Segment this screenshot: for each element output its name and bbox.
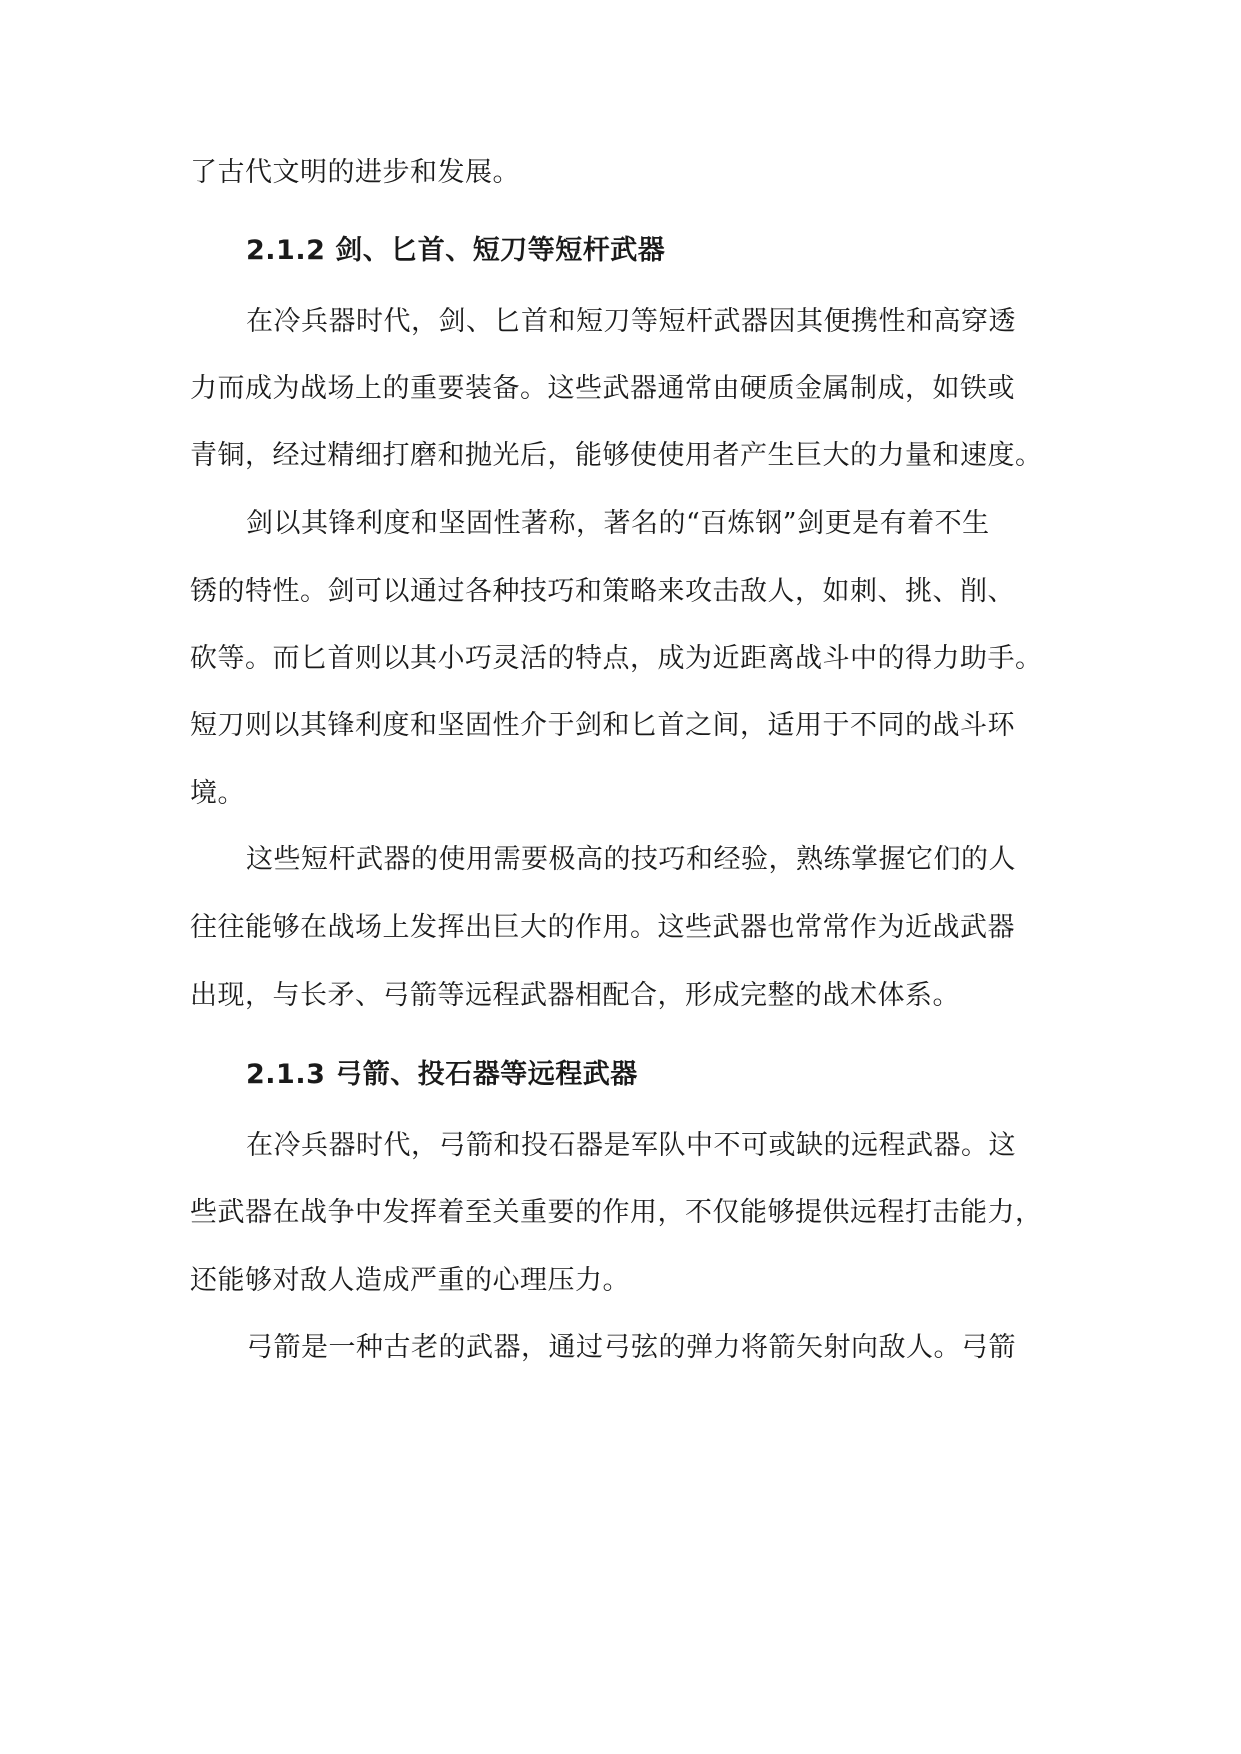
paragraph-line: 剑以其锋利度和坚固性著称，著名的“百炼钢”剑更是有着不生 [246, 508, 990, 539]
paragraph-line: 还能够对敌人造成严重的心理压力。 [190, 1265, 630, 1296]
paragraph-line: 在冷兵器时代，剑、匕首和短刀等短杆武器因其便携性和高穿透 [246, 306, 1016, 337]
paragraph-line: 些武器在战争中发挥着至关重要的作用，不仅能够提供远程打击能力， [190, 1197, 1043, 1228]
section-heading-2-1-2: 2.1.2 剑、匕首、短刀等短杆武器 [246, 235, 666, 266]
paragraph-line: 短刀则以其锋利度和坚固性介于剑和匕首之间，适用于不同的战斗环 [190, 710, 1015, 741]
paragraph-line: 往往能够在战场上发挥出巨大的作用。这些武器也常常作为近战武器 [190, 912, 1015, 943]
paragraph-line: 砍等。而匕首则以其小巧灵活的特点，成为近距离战斗中的得力助手。 [190, 643, 1043, 674]
paragraph-line: 出现，与长矛、弓箭等远程武器相配合，形成完整的战术体系。 [190, 980, 960, 1011]
paragraph-line: 力而成为战场上的重要装备。这些武器通常由硬质金属制成，如铁或 [190, 373, 1015, 404]
paragraph-line: 这些短杆武器的使用需要极高的技巧和经验，熟练掌握它们的人 [246, 844, 1016, 875]
paragraph-line: 了古代文明的进步和发展。 [190, 157, 520, 188]
paragraph-line: 在冷兵器时代，弓箭和投石器是军队中不可或缺的远程武器。这 [246, 1130, 1016, 1161]
section-heading-2-1-3: 2.1.3 弓箭、投石器等远程武器 [246, 1059, 638, 1090]
paragraph-line: 青铜，经过精细打磨和抛光后，能够使使用者产生巨大的力量和速度。 [190, 440, 1043, 471]
paragraph-line: 境。 [190, 778, 245, 809]
paragraph-line: 弓箭是一种古老的武器，通过弓弦的弹力将箭矢射向敌人。弓箭 [246, 1332, 1016, 1363]
paragraph-line: 锈的特性。剑可以通过各种技巧和策略来攻击敌人，如刺、挑、削、 [190, 576, 1015, 607]
